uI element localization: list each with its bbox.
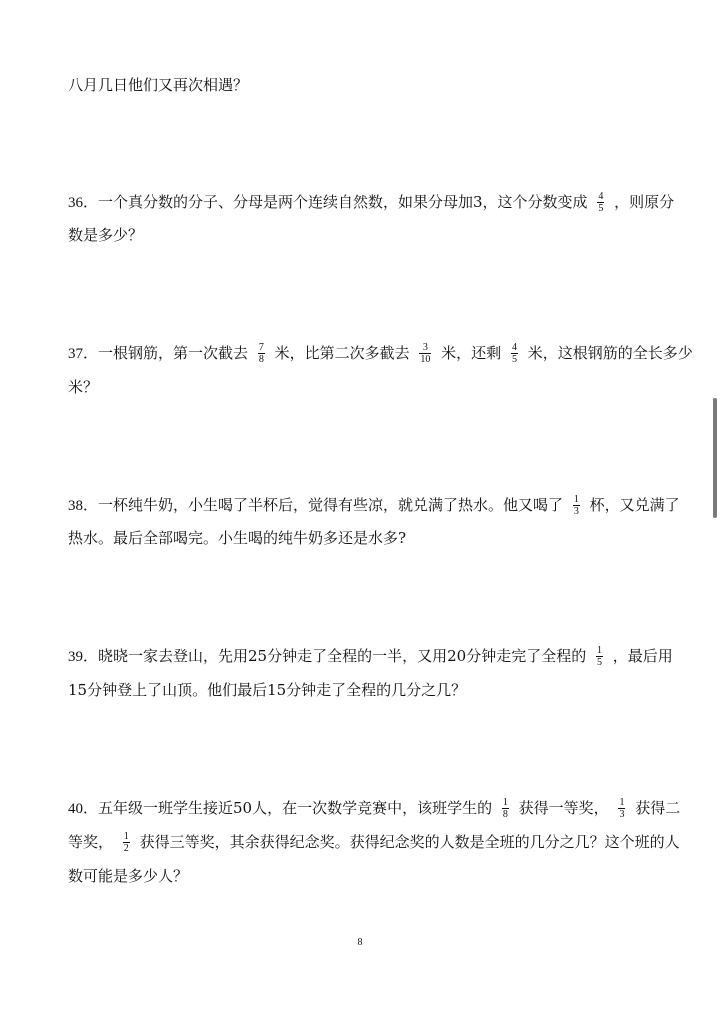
fraction-numerator: 1	[573, 493, 579, 505]
q40-number: 40．	[68, 801, 99, 817]
q37-fraction-3	[511, 342, 518, 365]
q40-text-b: 获得一等奖，	[518, 799, 609, 817]
question-36-line-2	[68, 224, 680, 246]
q38-fraction	[573, 494, 580, 517]
q40-text-line3: 数可能是多少人？	[68, 867, 189, 885]
question-40-line-1	[68, 797, 680, 821]
q39-text-a: 晓晓一家去登山，先用25分钟走了全程的一半，又用20分钟走完了全程的	[98, 647, 587, 665]
q40-fraction-1	[502, 797, 509, 820]
fraction-numerator: 4	[598, 190, 604, 202]
q36-text-b: ，则原分	[614, 193, 675, 211]
question-37-line-1	[68, 341, 693, 366]
q36-text-line2: 数是多少？	[68, 226, 144, 244]
fraction-numerator: 3	[422, 341, 428, 353]
q38-number: 38．	[68, 498, 99, 514]
question-37-line-2	[68, 376, 680, 398]
question-38-line-1	[68, 494, 680, 518]
question-38-line-2	[68, 527, 680, 549]
fraction-denominator: 3	[619, 808, 625, 820]
fraction-denominator: 2	[123, 842, 129, 854]
q40-fraction-3	[123, 831, 130, 854]
q37-fraction-2	[419, 342, 431, 365]
q37-text-a: 一根钢筋，第一次截去	[98, 344, 249, 362]
q36-number: 36．	[68, 195, 99, 211]
fraction-numerator: 7	[258, 341, 264, 353]
q40-text-line2-b: 获得三等奖，其余获得纪念奖。获得纪念奖的人数是全班的几分之几？这个班的人	[139, 833, 680, 851]
q36-text-a: 一个真分数的分子、分母是两个连续自然数，如果分母加3，这个分数变成	[98, 193, 588, 211]
fraction-denominator: 3	[573, 505, 579, 517]
question-39-line-2	[68, 679, 680, 701]
question-35-continuation	[68, 74, 680, 96]
fraction-denominator: 5	[596, 656, 602, 668]
page-number: 8	[357, 937, 363, 948]
fraction-denominator: 8	[258, 353, 264, 365]
q37-number: 37．	[68, 346, 99, 362]
question-39-line-1	[68, 645, 680, 669]
fraction-numerator: 4	[511, 341, 517, 353]
q35-text: 八月几日他们又再次相遇？	[68, 76, 249, 94]
q40-fraction-2	[618, 797, 625, 820]
q37-fraction-1	[258, 342, 265, 365]
q36-fraction	[597, 191, 604, 214]
fraction-numerator: 1	[502, 796, 508, 808]
q37-text-d: 米，这根钢筋的全长多少	[527, 344, 693, 362]
q38-text-b: 杯，又兑满了	[589, 496, 680, 514]
q40-text-line2-a: 等奖，	[68, 833, 114, 851]
question-40-line-3	[68, 865, 680, 887]
q38-text-line2: 热水。最后全部喝完。小生喝的纯牛奶多还是水多?	[68, 529, 407, 547]
q39-fraction	[596, 645, 603, 668]
fraction-numerator: 1	[123, 830, 129, 842]
fraction-denominator: 10	[420, 353, 431, 365]
q39-text-b: ，最后用	[612, 647, 673, 665]
q37-text-line2: 米？	[68, 378, 99, 396]
q37-text-b: 米，比第二次多截去	[274, 344, 410, 362]
fraction-denominator: 8	[502, 808, 508, 820]
q40-text-a: 五年级一班学生接近50人，在一次数学竞赛中，该班学生的	[98, 799, 493, 817]
fraction-denominator: 5	[511, 353, 517, 365]
question-40-line-2	[68, 831, 680, 855]
fraction-denominator: 5	[598, 202, 604, 214]
question-36-line-1	[68, 191, 680, 215]
q40-text-c: 获得二	[635, 799, 681, 817]
q37-text-c: 米，还剩	[441, 344, 502, 362]
q38-text-a: 一杯纯牛奶，小生喝了半杯后，觉得有些凉，就兑满了热水。他又喝了	[98, 496, 564, 514]
q39-number: 39．	[68, 649, 99, 665]
fraction-numerator: 1	[596, 644, 602, 656]
vertical-scrollbar[interactable]	[713, 398, 717, 518]
fraction-numerator: 1	[619, 796, 625, 808]
q39-text-line2: 15分钟登上了山顶。他们最后15分钟走了全程的几分之几？	[68, 681, 467, 699]
